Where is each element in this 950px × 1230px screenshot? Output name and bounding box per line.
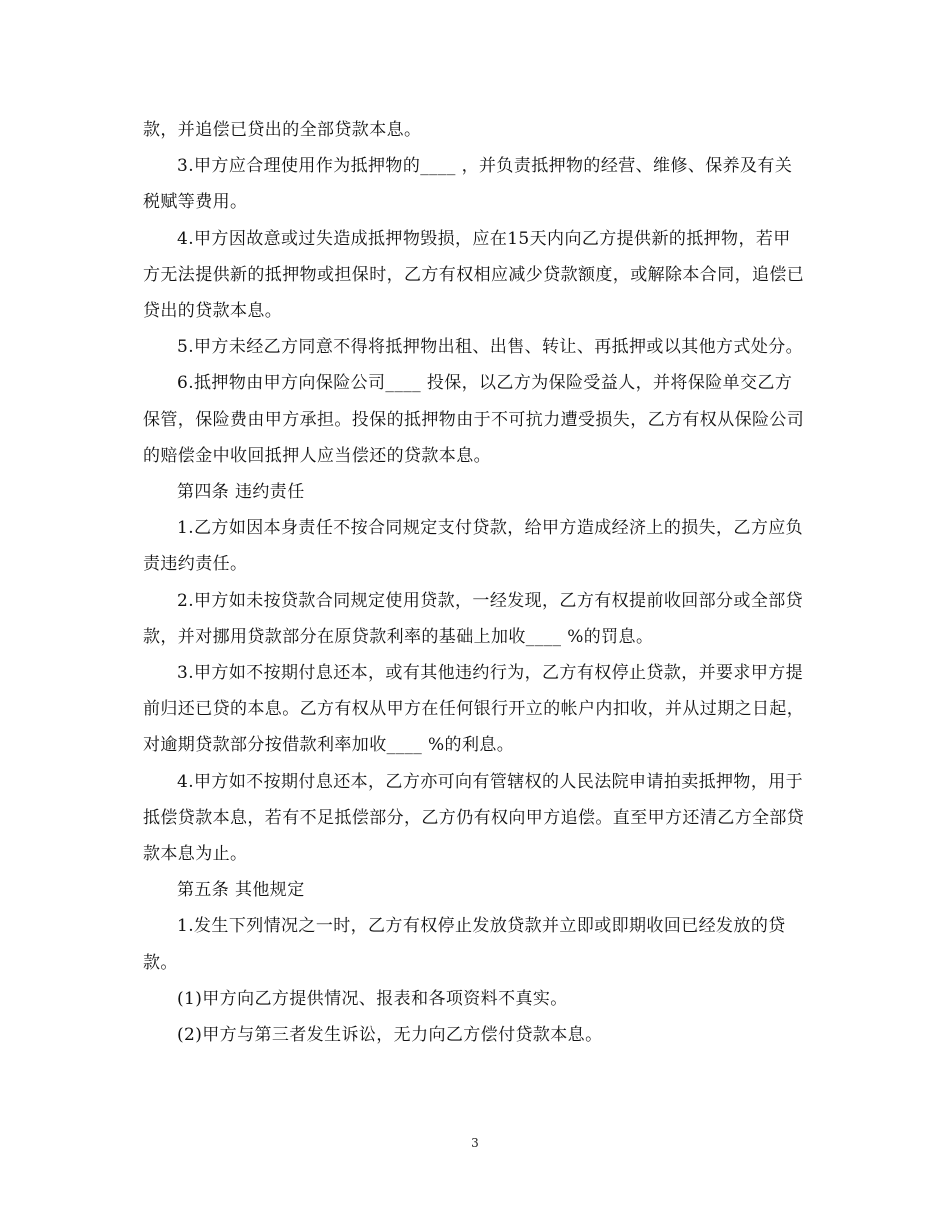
clause-5-1-item-1: (1)甲方向乙方提供情况、报表和各项资料不真实。	[177, 988, 568, 1009]
clause-3-6: 6.抵押物由甲方向保险公司____ 投保，以乙方为保险受益人，并将保险单交乙方保管，保险费由甲方承担。投保的抵押物由于不可抗力遭受损失，乙方有权从保险公司的赔偿金中收回抵押人应当偿还的贷款本息。	[143, 373, 805, 466]
clause-5-1-item-2: (2)甲方与第三者发生诉讼，无力向乙方偿付贷款本息。	[177, 1025, 603, 1046]
article-4-heading: 第四条 违约责任	[177, 482, 305, 503]
paragraph-continuation: 款，并追偿已贷出的全部贷款本息。	[143, 120, 422, 140]
clause-3-4: 4.甲方因故意或过失造成抵押物毁损，应在15天内向乙方提供新的抵押物，若甲方无法提供新的抵押物或担保时，乙方有权相应减少贷款额度，或解除本合同，追偿已贷出的贷款本息。	[143, 228, 805, 322]
clause-4-3: 3.甲方如不按期付息还本，或有其他违约行为，乙方有权停止贷款，并要求甲方提前归还已贷的本息。乙方有权从甲方在任何银行开立的帐户内扣收，并从过期之日起，对逾期贷款部分按借款利率加收____ %的利息。	[143, 663, 805, 756]
clause-4-2: 2.甲方如未按贷款合同规定使用贷款，一经发现，乙方有权提前收回部分或全部贷款，并对挪用贷款部分在原贷款利率的基础上加收____ %的罚息。	[143, 590, 804, 647]
clause-3-5: 5.甲方未经乙方同意不得将抵押物出租、出售、转让、再抵押或以其他方式处分。	[177, 337, 804, 358]
clause-4-4: 4.甲方如不按期付息还本，乙方亦可向有管辖权的人民法院申请拍卖抵押物，用于抵偿贷款本息，若有不足抵偿部分，乙方仍有权向甲方追偿。直至甲方还清乙方全部贷款本息为止。	[143, 771, 805, 865]
clause-3-3: 3.甲方应合理使用作为抵押物的____ ，并负责抵押物的经营、维修、保养及有关税赋等费用。	[143, 156, 793, 213]
clause-5-1: 1.发生下列情况之一时，乙方有权停止发放贷款并立即或即期收回已经发放的贷款。	[143, 916, 786, 973]
article-5-heading: 第五条 其他规定	[177, 880, 305, 901]
clause-4-1: 1.乙方如因本身责任不按合同规定支付贷款，给甲方造成经济上的损失，乙方应负责违约责任。	[143, 518, 804, 575]
page-number: 3	[471, 1136, 479, 1150]
document-body	[143, 112, 808, 1053]
